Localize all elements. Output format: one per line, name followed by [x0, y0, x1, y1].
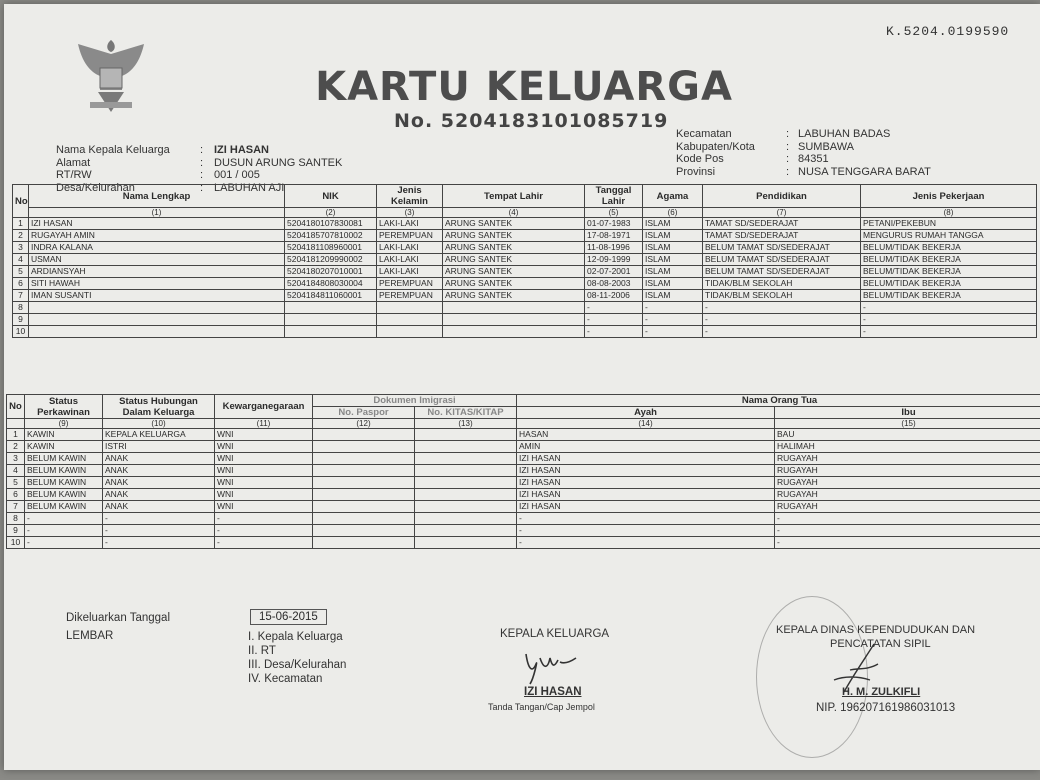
table-cell: ANAK [103, 501, 215, 513]
header-row: Kecamatan : LABUHAN BADAS [676, 128, 891, 140]
table-cell: 5204185707810002 [285, 230, 377, 242]
table-cell: BELUM KAWIN [25, 489, 103, 501]
lembar-item: I. Kepala Keluarga [248, 631, 343, 643]
table-cell: 5 [7, 477, 25, 489]
table-cell [415, 429, 517, 441]
table-cell: PEREMPUAN [377, 290, 443, 302]
table-cell: 17-08-1971 [585, 230, 643, 242]
table-cell: ARUNG SANTEK [443, 230, 585, 242]
table-cell: 08-11-2006 [585, 290, 643, 302]
table-cell [443, 302, 585, 314]
issued-label: Dikeluarkan Tanggal [66, 612, 170, 624]
table-cell: - [703, 302, 861, 314]
header-label: Alamat [56, 156, 91, 169]
header-label: Provinsi [676, 165, 716, 178]
col-header-agama: Agama [643, 185, 703, 208]
table-cell: - [585, 302, 643, 314]
table-cell: ISLAM [643, 290, 703, 302]
header-row: Alamat : DUSUN ARUNG SANTEK [56, 156, 343, 169]
table-cell [377, 326, 443, 338]
table-cell: WNI [215, 489, 313, 501]
col-header-paspor: No. Paspor [313, 407, 415, 419]
header-label: Kecamatan [676, 128, 732, 140]
table-cell: 7 [7, 501, 25, 513]
table-cell: 11-08-1996 [585, 242, 643, 254]
table-cell: HASAN [517, 429, 775, 441]
header-row: Kabupaten/Kota : SUMBAWA [676, 140, 855, 153]
table-cell: 08-08-2003 [585, 278, 643, 290]
table-cell: 5204184808030004 [285, 278, 377, 290]
header-value: DUSUN ARUNG SANTEK [214, 156, 343, 169]
dinas-nip: NIP. 196207161986031013 [816, 702, 956, 714]
table-cell: 9 [7, 525, 25, 537]
table-cell: 6 [7, 489, 25, 501]
table-cell: BELUM TAMAT SD/SEDERAJAT [703, 242, 861, 254]
col-header-nama-orang-tua: Nama Orang Tua [517, 395, 1040, 407]
table-row [7, 429, 1040, 441]
table-cell [313, 429, 415, 441]
col-header-jenis-kelamin: Jenis Kelamin [377, 185, 443, 208]
table-cell [415, 525, 517, 537]
header-row: Kode Pos : 84351 [676, 153, 829, 165]
table-cell: MENGURUS RUMAH TANGGA [861, 230, 1037, 242]
table-cell: BELUM KAWIN [25, 453, 103, 465]
table-cell: 5204184811060001 [285, 290, 377, 302]
table-cell [313, 537, 415, 549]
table-cell [415, 465, 517, 477]
header-label: RT/RW [56, 169, 92, 181]
col-header-status-perkawinan: Status Perkawinan [25, 395, 103, 419]
header-row: Desa/Kelurahan : LABUHAN AJI [56, 181, 285, 194]
table-row [13, 302, 1037, 314]
table-cell [415, 489, 517, 501]
col-header-pendidikan: Pendidikan [703, 185, 861, 208]
table-cell: - [643, 326, 703, 338]
table-cell: USMAN [29, 254, 285, 266]
header-label: Desa/Kelurahan [56, 181, 135, 194]
table-cell: - [643, 302, 703, 314]
col-number: (6) [643, 208, 703, 218]
table-cell: 12-09-1999 [585, 254, 643, 266]
table-cell: - [103, 513, 215, 525]
dinas-name: H. M. ZULKIFLI [842, 686, 921, 698]
col-number: (11) [215, 419, 313, 429]
table-cell [285, 314, 377, 326]
table-cell [313, 453, 415, 465]
table-cell [415, 477, 517, 489]
table-cell: RUGAYAH [775, 465, 1040, 477]
table-cell [443, 314, 585, 326]
col-header-nik: NIK [285, 185, 377, 208]
table-cell: ANAK [103, 477, 215, 489]
table-cell [313, 501, 415, 513]
table-row [13, 230, 1037, 242]
header-value: 001 / 005 [214, 169, 260, 181]
table-cell: 4 [7, 465, 25, 477]
lembar-label: LEMBAR [66, 630, 114, 642]
header-value: LABUHAN BADAS [798, 128, 891, 140]
table-cell: - [585, 326, 643, 338]
table-cell: 2 [7, 441, 25, 453]
col-number: (14) [517, 419, 775, 429]
col-header-dokumen-imigrasi: Dokumen Imigrasi [313, 395, 517, 407]
family-card-paper [4, 4, 1040, 770]
table-cell: 5204181209990002 [285, 254, 377, 266]
table-cell [377, 314, 443, 326]
table-cell: 2 [13, 230, 29, 242]
table-row [7, 477, 1040, 489]
table-cell: LAKI-LAKI [377, 218, 443, 230]
table-cell: - [103, 537, 215, 549]
table-cell: - [517, 513, 775, 525]
table-cell: LAKI-LAKI [377, 242, 443, 254]
table-cell: 02-07-2001 [585, 266, 643, 278]
table-cell: 10 [7, 537, 25, 549]
table-row [7, 441, 1040, 453]
table-cell: ARUNG SANTEK [443, 218, 585, 230]
col-header-nama: Nama Lengkap [29, 185, 285, 208]
table-cell: PETANI/PEKEBUN [861, 218, 1037, 230]
table-cell: WNI [215, 429, 313, 441]
table-cell [313, 513, 415, 525]
col-number: (1) [29, 208, 285, 218]
table-cell: IZI HASAN [517, 489, 775, 501]
col-header-tanggal-lahir: Tanggal Lahir [585, 185, 643, 208]
table-cell: ANAK [103, 489, 215, 501]
header-row: Provinsi : NUSA TENGGARA BARAT [676, 165, 931, 178]
header-label: Kode Pos [676, 153, 724, 165]
table-cell: TIDAK/BLM SEKOLAH [703, 278, 861, 290]
table-row [13, 242, 1037, 254]
table-cell: BELUM KAWIN [25, 501, 103, 513]
table-cell: ARUNG SANTEK [443, 254, 585, 266]
table-row [7, 489, 1040, 501]
document-title: KARTU KELUARGA [315, 64, 733, 110]
table-cell: - [775, 525, 1040, 537]
col-number: (3) [377, 208, 443, 218]
table-row [13, 278, 1037, 290]
table-cell: - [703, 326, 861, 338]
col-header-ibu: Ibu [775, 407, 1040, 419]
table-cell: IZI HASAN [517, 477, 775, 489]
dinas-label-2: PENCATATAN SIPIL [830, 638, 931, 650]
table-cell: ANAK [103, 465, 215, 477]
table-cell: - [861, 302, 1037, 314]
col-header-status-hubungan: Status Hubungan Dalam Keluarga [103, 395, 215, 419]
table-row [13, 314, 1037, 326]
table-cell: - [215, 513, 313, 525]
table-cell: WNI [215, 441, 313, 453]
table-cell: RUGAYAH [775, 453, 1040, 465]
col-header-tempat-lahir: Tempat Lahir [443, 185, 585, 208]
col-header-kewarganegaraan: Kewarganegaraan [215, 395, 313, 419]
table-cell: ARUNG SANTEK [443, 290, 585, 302]
table-cell: ISLAM [643, 230, 703, 242]
table-cell: - [703, 314, 861, 326]
col-number: (10) [103, 419, 215, 429]
table-cell: RUGAYAH [775, 477, 1040, 489]
table-cell [313, 525, 415, 537]
table-cell: - [775, 537, 1040, 549]
table-cell: BELUM TAMAT SD/SEDERAJAT [703, 254, 861, 266]
table-cell [313, 489, 415, 501]
table-cell: INDRA KALANA [29, 242, 285, 254]
table-cell: TIDAK/BLM SEKOLAH [703, 290, 861, 302]
serial-number: K.5204.0199590 [886, 24, 1010, 39]
table-row [13, 218, 1037, 230]
table-cell: ISLAM [643, 254, 703, 266]
table-cell: - [215, 537, 313, 549]
table-row [13, 326, 1037, 338]
col-number: (2) [285, 208, 377, 218]
table-cell: IZI HASAN [29, 218, 285, 230]
table-cell: KAWIN [25, 429, 103, 441]
table-cell: - [643, 314, 703, 326]
table-cell [443, 326, 585, 338]
col-header-no: No [13, 185, 29, 218]
table-cell: - [25, 537, 103, 549]
table-cell: 5204180107830081 [285, 218, 377, 230]
col-header-no: No [7, 395, 25, 419]
table-cell [313, 441, 415, 453]
table-cell: 3 [13, 242, 29, 254]
header-value: LABUHAN AJI [214, 181, 285, 194]
table-cell [415, 513, 517, 525]
table-cell: WNI [215, 453, 313, 465]
table-cell: AMIN [517, 441, 775, 453]
table-cell: WNI [215, 501, 313, 513]
table-cell: WNI [215, 465, 313, 477]
table-cell: 6 [13, 278, 29, 290]
table-cell: KEPALA KELUARGA [103, 429, 215, 441]
table-cell [415, 537, 517, 549]
table-row [7, 453, 1040, 465]
document-number: No. 5204183101085719 [394, 110, 669, 132]
table-cell: - [517, 525, 775, 537]
table-cell: - [861, 326, 1037, 338]
table-cell [313, 465, 415, 477]
table-cell: ISLAM [643, 218, 703, 230]
table-cell: BELUM/TIDAK BEKERJA [861, 290, 1037, 302]
lembar-item: II. RT [248, 645, 276, 657]
table-cell: LAKI-LAKI [377, 266, 443, 278]
table-cell: IZI HASAN [517, 501, 775, 513]
table-cell: BELUM/TIDAK BEKERJA [861, 266, 1037, 278]
header-label: Nama Kepala Keluarga [56, 144, 170, 156]
lembar-item: IV. Kecamatan [248, 673, 323, 685]
table-cell: - [775, 513, 1040, 525]
table-cell: 01-07-1983 [585, 218, 643, 230]
kk-signature-icon [520, 644, 590, 686]
table-cell: KAWIN [25, 441, 103, 453]
table-cell: 3 [7, 453, 25, 465]
table-cell: RUGAYAH [775, 501, 1040, 513]
table-row [7, 465, 1040, 477]
col-number: (12) [313, 419, 415, 429]
header-value: NUSA TENGGARA BARAT [798, 165, 931, 178]
table-cell: BAU [775, 429, 1040, 441]
header-row: RT/RW : 001 / 005 [56, 169, 260, 181]
table-cell: - [215, 525, 313, 537]
table-cell: BELUM/TIDAK BEKERJA [861, 242, 1037, 254]
kk-sign-caption: Tanda Tangan/Cap Jempol [488, 702, 595, 712]
header-value: SUMBAWA [798, 140, 855, 153]
members-table [12, 181, 1037, 338]
table-cell: ARUNG SANTEK [443, 242, 585, 254]
table-cell: ISLAM [643, 278, 703, 290]
table-cell [415, 501, 517, 513]
table-cell [313, 477, 415, 489]
table-cell: RUGAYAH AMIN [29, 230, 285, 242]
table-cell: 8 [13, 302, 29, 314]
table-row [13, 266, 1037, 278]
status-table [6, 394, 1040, 549]
col-number: (15) [775, 419, 1040, 429]
table-cell: 10 [13, 326, 29, 338]
lembar-item: III. Desa/Kelurahan [248, 659, 347, 671]
table-row [7, 513, 1040, 525]
table-cell [285, 302, 377, 314]
table-cell [29, 326, 285, 338]
table-cell: 5 [13, 266, 29, 278]
table-cell: BELUM/TIDAK BEKERJA [861, 278, 1037, 290]
table-cell: ISTRI [103, 441, 215, 453]
col-header-kitas: No. KITAS/KITAP [415, 407, 517, 419]
kk-name: IZI HASAN [524, 686, 582, 698]
table-cell: BELUM KAWIN [25, 465, 103, 477]
col-number: (13) [415, 419, 517, 429]
garuda-emblem-icon [68, 32, 154, 118]
table-cell: ISLAM [643, 266, 703, 278]
table-cell: 8 [7, 513, 25, 525]
col-number: (5) [585, 208, 643, 218]
table-row [13, 290, 1037, 302]
table-cell: BELUM/TIDAK BEKERJA [861, 254, 1037, 266]
header-row: Nama Kepala Keluarga : IZI HASAN [56, 144, 269, 156]
table-cell [285, 326, 377, 338]
table-cell: PEREMPUAN [377, 230, 443, 242]
table-row [13, 254, 1037, 266]
lembar-list [248, 630, 346, 686]
col-header-pekerjaan: Jenis Pekerjaan [861, 185, 1037, 208]
table-cell: ARUNG SANTEK [443, 278, 585, 290]
table-cell: 5204180207010001 [285, 266, 377, 278]
table-cell: 4 [13, 254, 29, 266]
table-cell: IMAN SUSANTI [29, 290, 285, 302]
table-cell [415, 453, 517, 465]
table-cell: TAMAT SD/SEDERAJAT [703, 230, 861, 242]
col-number: (9) [25, 419, 103, 429]
header-value: 84351 [798, 153, 829, 165]
table-row [7, 537, 1040, 549]
table-row [7, 525, 1040, 537]
table-cell: TAMAT SD/SEDERAJAT [703, 218, 861, 230]
table-cell: - [25, 525, 103, 537]
header-label: Kabupaten/Kota [676, 140, 755, 153]
table-cell: - [103, 525, 215, 537]
header-value: IZI HASAN [214, 144, 269, 156]
col-number: (8) [861, 208, 1037, 218]
table-cell: - [25, 513, 103, 525]
table-cell: 5204181108960001 [285, 242, 377, 254]
dinas-label-1: KEPALA DINAS KEPENDUDUKAN DAN [776, 624, 976, 636]
table-cell [377, 302, 443, 314]
table-cell: - [585, 314, 643, 326]
col-number: (7) [703, 208, 861, 218]
table-cell: HALIMAH [775, 441, 1040, 453]
table-cell: 1 [13, 218, 29, 230]
col-number: (4) [443, 208, 585, 218]
table-cell: ANAK [103, 453, 215, 465]
table-cell: ARUNG SANTEK [443, 266, 585, 278]
table-cell: RUGAYAH [775, 489, 1040, 501]
table-cell [29, 302, 285, 314]
table-cell: PEREMPUAN [377, 278, 443, 290]
table-cell: WNI [215, 477, 313, 489]
table-cell [415, 441, 517, 453]
table-cell: - [517, 537, 775, 549]
table-cell: 1 [7, 429, 25, 441]
table-cell: BELUM TAMAT SD/SEDERAJAT [703, 266, 861, 278]
header-right [676, 128, 931, 178]
table-cell: IZI HASAN [517, 453, 775, 465]
table-cell: LAKI-LAKI [377, 254, 443, 266]
col-header-ayah: Ayah [517, 407, 775, 419]
table-cell: 9 [13, 314, 29, 326]
table-cell: 7 [13, 290, 29, 302]
table-cell: ISLAM [643, 242, 703, 254]
table-row [7, 501, 1040, 513]
table-cell: SITI HAWAH [29, 278, 285, 290]
issued-date: 15-06-2015 [250, 609, 327, 625]
table-cell: BELUM KAWIN [25, 477, 103, 489]
table-cell: IZI HASAN [517, 465, 775, 477]
table-cell: ARDIANSYAH [29, 266, 285, 278]
table-cell: - [861, 314, 1037, 326]
table-cell [29, 314, 285, 326]
kk-signature-label: KEPALA KELUARGA [500, 628, 610, 640]
